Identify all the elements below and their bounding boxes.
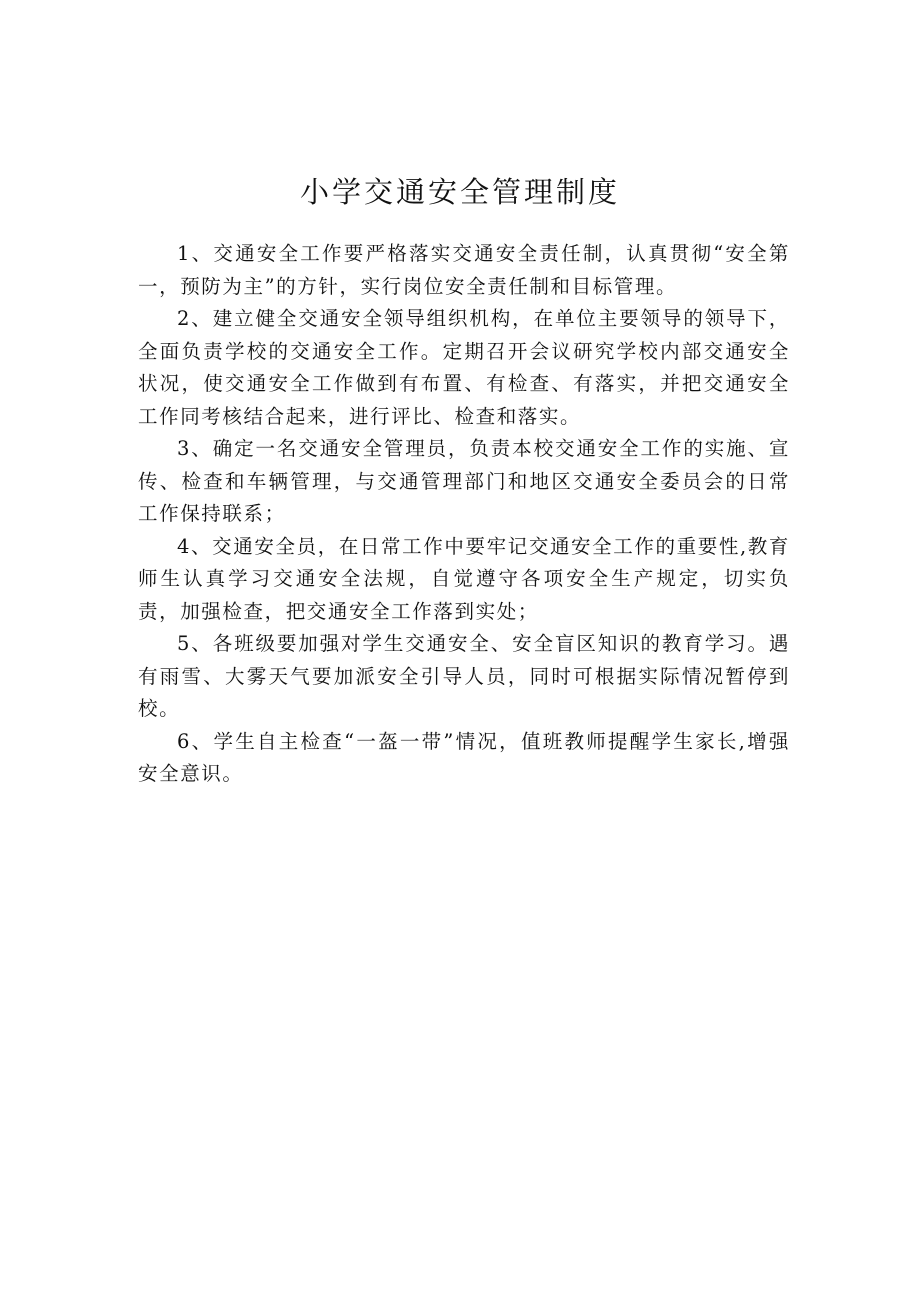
paragraph-5: 5、各班级要加强对学生交通安全、安全盲区知识的教育学习。遇有雨雪、大雾天气要加派安全引导人员，同时可根据实际情况暂停到校。 bbox=[138, 632, 790, 720]
paragraph-1: 1、交通安全工作要严格落实交通安全责任制，认真贯彻“安全第一，预防为主”的方针，实行岗位安全责任制和目标管理。 bbox=[138, 242, 790, 298]
paragraph-2: 2、建立健全交通安全领导组织机构，在单位主要领导的领导下，全面负责学校的交通安全工作。定期召开会议研究学校内部交通安全状况，使交通安全工作做到有布置、有检查、有落实，并把交通安全工作同考核结合起来，进行评比、检查和落实。 bbox=[138, 307, 790, 428]
document-body bbox=[138, 238, 790, 791]
paragraph-4: 4、交通安全员，在日常工作中要牢记交通安全工作的重要性,教育师生认真学习交通安全法规，自觉遵守各项安全生产规定，切实负责，加强检查，把交通安全工作落到实处； bbox=[138, 534, 790, 623]
document-title: 小学交通安全管理制度 bbox=[299, 175, 620, 209]
paragraph-3: 3、确定一名交通安全管理员，负责本校交通安全工作的实施、宣传、检查和车辆管理，与交通管理部门和地区交通安全委员会的日常工作保持联系； bbox=[138, 437, 790, 525]
paragraph-6: 6、学生自主检查“一盔一带”情况，值班教师提醒学生家长,增强安全意识。 bbox=[138, 729, 790, 785]
